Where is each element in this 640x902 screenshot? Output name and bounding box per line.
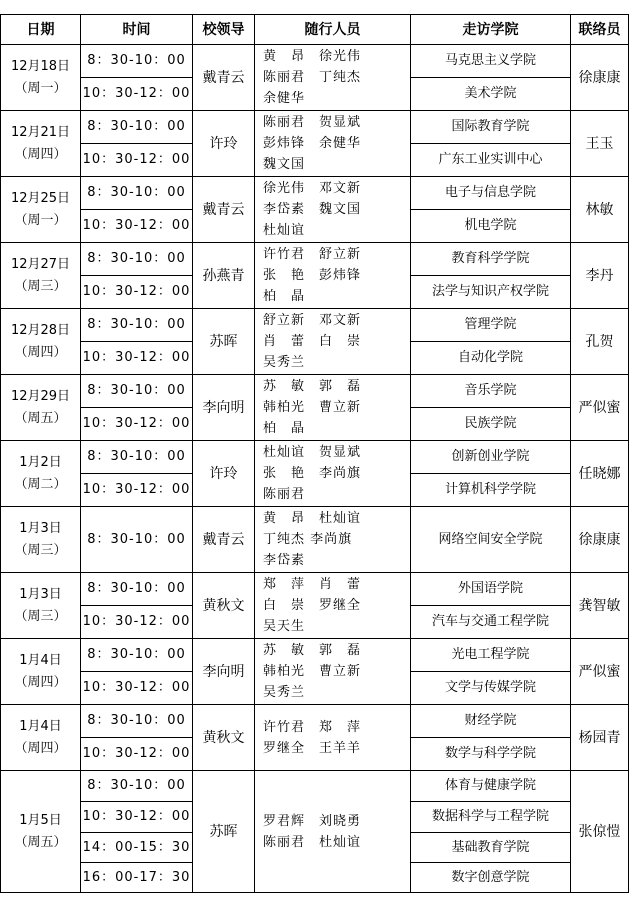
liaison-cell: 严似蜜 <box>571 639 629 705</box>
college-cell: 文学与传媒学院 <box>411 672 571 705</box>
leader-cell: 戴青云 <box>193 177 255 243</box>
table-row <box>1 45 629 78</box>
liaison-cell: 杨园青 <box>571 705 629 771</box>
table-row <box>1 243 629 276</box>
leader-cell: 孙燕青 <box>193 243 255 309</box>
accompanying-staff-cell: 杜灿谊 贺显斌 张 艳 李尚旗 陈丽君 <box>255 441 411 507</box>
college-cell: 马克思主义学院 <box>411 45 571 78</box>
time-slot-cell: 8：30-10：00 <box>81 375 193 408</box>
college-cell: 外国语学院 <box>411 573 571 606</box>
leader-cell: 黄秋文 <box>193 705 255 771</box>
table-row <box>1 441 629 474</box>
column-header-liaison: 联络员 <box>571 15 629 45</box>
table-row <box>1 771 629 802</box>
college-cell: 体育与健康学院 <box>411 771 571 802</box>
leader-cell: 李向明 <box>193 375 255 441</box>
accompanying-staff-cell: 郑 萍 肖 蕾 白 崇 罗继全 吴天生 <box>255 573 411 639</box>
table-row <box>1 111 629 144</box>
visit-date-cell: 1月5日 （周五） <box>1 771 81 893</box>
liaison-cell: 林敏 <box>571 177 629 243</box>
time-slot-cell: 8：30-10：00 <box>81 177 193 210</box>
visit-date-cell: 12月21日 （周四） <box>1 111 81 177</box>
college-cell: 国际教育学院 <box>411 111 571 144</box>
table-row <box>1 573 629 606</box>
accompanying-staff-cell: 徐光伟 邓文新 李岱素 魏文国 杜灿谊 <box>255 177 411 243</box>
accompanying-staff-cell: 黄 昂 徐光伟 陈丽君 丁纯杰 余健华 <box>255 45 411 111</box>
leader-cell: 苏晖 <box>193 771 255 893</box>
college-cell: 数字创意学院 <box>411 863 571 893</box>
visit-date-cell: 12月28日 （周四） <box>1 309 81 375</box>
college-cell: 美术学院 <box>411 78 571 111</box>
time-slot-cell: 8：30-10：00 <box>81 771 193 802</box>
time-slot-cell: 8：30-10：00 <box>81 441 193 474</box>
college-cell: 计算机科学学院 <box>411 474 571 507</box>
liaison-cell: 龚智敏 <box>571 573 629 639</box>
time-slot-cell: 16：00-17：30 <box>81 863 193 893</box>
accompanying-staff-cell: 黄 昂 杜灿谊 丁纯杰 李尚旗 李岱素 <box>255 507 411 573</box>
college-cell: 数学与科学学院 <box>411 738 571 771</box>
visit-date-cell: 1月3日 （周三） <box>1 507 81 573</box>
college-cell: 数据科学与工程学院 <box>411 802 571 833</box>
college-cell: 网络空间安全学院 <box>411 507 571 573</box>
table-row <box>1 705 629 738</box>
time-slot-cell: 10：30-12：00 <box>81 342 193 375</box>
time-slot-cell: 10：30-12：00 <box>81 144 193 177</box>
college-cell: 光电工程学院 <box>411 639 571 672</box>
liaison-cell: 徐康康 <box>571 45 629 111</box>
visit-date-cell: 12月25日 （周一） <box>1 177 81 243</box>
time-slot-cell: 8：30-10：00 <box>81 111 193 144</box>
accompanying-staff-cell: 苏 敏 郭 磊 韩柏光 曹立新 吴秀兰 <box>255 639 411 705</box>
time-slot-cell: 8：30-10：00 <box>81 309 193 342</box>
college-cell: 法学与知识产权学院 <box>411 276 571 309</box>
column-header-staff: 随行人员 <box>255 15 411 45</box>
liaison-cell: 任晓娜 <box>571 441 629 507</box>
college-cell: 基础教育学院 <box>411 833 571 863</box>
visit-date-cell: 12月18日 （周一） <box>1 45 81 111</box>
visit-schedule-table <box>0 14 629 893</box>
leader-cell: 许玲 <box>193 441 255 507</box>
time-slot-cell: 14：00-15：30 <box>81 833 193 863</box>
time-slot-cell: 10：30-12：00 <box>81 78 193 111</box>
accompanying-staff-cell: 许竹君 舒立新 张 艳 彭炜锋 柏 晶 <box>255 243 411 309</box>
time-slot-cell: 8：30-10：00 <box>81 45 193 78</box>
time-slot-cell: 8：30-10：00 <box>81 705 193 738</box>
table-row <box>1 309 629 342</box>
visit-date-cell: 1月4日 （周四） <box>1 705 81 771</box>
table-row <box>1 375 629 408</box>
liaison-cell: 王玉 <box>571 111 629 177</box>
leader-cell: 李向明 <box>193 639 255 705</box>
accompanying-staff-cell: 陈丽君 贺显斌 彭炜锋 余健华 魏文国 <box>255 111 411 177</box>
accompanying-staff-cell: 舒立新 邓文新 肖 蕾 白 崇 吴秀兰 <box>255 309 411 375</box>
time-slot-cell: 10：30-12：00 <box>81 474 193 507</box>
liaison-cell: 李丹 <box>571 243 629 309</box>
column-header-leader: 校领导 <box>193 15 255 45</box>
college-cell: 自动化学院 <box>411 342 571 375</box>
accompanying-staff-cell: 许竹君 郑 萍 罗继全 王羊羊 <box>255 705 411 771</box>
visit-date-cell: 1月4日 （周四） <box>1 639 81 705</box>
college-cell: 机电学院 <box>411 210 571 243</box>
visit-date-cell: 1月3日 （周三） <box>1 573 81 639</box>
time-slot-cell: 10：30-12：00 <box>81 606 193 639</box>
time-slot-cell: 8：30-10：00 <box>81 243 193 276</box>
time-slot-cell: 10：30-12：00 <box>81 408 193 441</box>
college-cell: 民族学院 <box>411 408 571 441</box>
time-slot-cell: 8：30-10：00 <box>81 639 193 672</box>
college-cell: 广东工业实训中心 <box>411 144 571 177</box>
accompanying-staff-cell: 罗君辉 刘晓勇 陈丽君 杜灿谊 <box>255 771 411 893</box>
college-cell: 电子与信息学院 <box>411 177 571 210</box>
college-cell: 音乐学院 <box>411 375 571 408</box>
time-slot-cell: 10：30-12：00 <box>81 802 193 833</box>
visit-date-cell: 1月2日 （周二） <box>1 441 81 507</box>
college-cell: 教育科学学院 <box>411 243 571 276</box>
college-cell: 创新创业学院 <box>411 441 571 474</box>
leader-cell: 戴青云 <box>193 507 255 573</box>
liaison-cell: 徐康康 <box>571 507 629 573</box>
column-header-date: 日期 <box>1 15 81 45</box>
time-slot-cell: 10：30-12：00 <box>81 276 193 309</box>
leader-cell: 许玲 <box>193 111 255 177</box>
header-row <box>1 15 629 45</box>
liaison-cell: 孔贺 <box>571 309 629 375</box>
table-row <box>1 639 629 672</box>
college-cell: 管理学院 <box>411 309 571 342</box>
schedule-sheet <box>0 14 628 893</box>
leader-cell: 黄秋文 <box>193 573 255 639</box>
time-slot-cell: 10：30-12：00 <box>81 738 193 771</box>
table-row <box>1 177 629 210</box>
visit-date-cell: 12月27日 （周三） <box>1 243 81 309</box>
accompanying-staff-cell: 苏 敏 郭 磊 韩柏光 曹立新 柏 晶 <box>255 375 411 441</box>
college-cell: 财经学院 <box>411 705 571 738</box>
time-slot-cell: 8：30-10：00 <box>81 573 193 606</box>
leader-cell: 戴青云 <box>193 45 255 111</box>
schedule-body <box>1 45 629 893</box>
liaison-cell: 严似蜜 <box>571 375 629 441</box>
column-header-college: 走访学院 <box>411 15 571 45</box>
time-slot-cell: 8：30-10：00 <box>81 507 193 573</box>
table-row <box>1 507 629 573</box>
visit-date-cell: 12月29日 （周五） <box>1 375 81 441</box>
liaison-cell: 张倞愷 <box>571 771 629 893</box>
column-header-time: 时间 <box>81 15 193 45</box>
college-cell: 汽车与交通工程学院 <box>411 606 571 639</box>
leader-cell: 苏晖 <box>193 309 255 375</box>
time-slot-cell: 10：30-12：00 <box>81 672 193 705</box>
time-slot-cell: 10：30-12：00 <box>81 210 193 243</box>
